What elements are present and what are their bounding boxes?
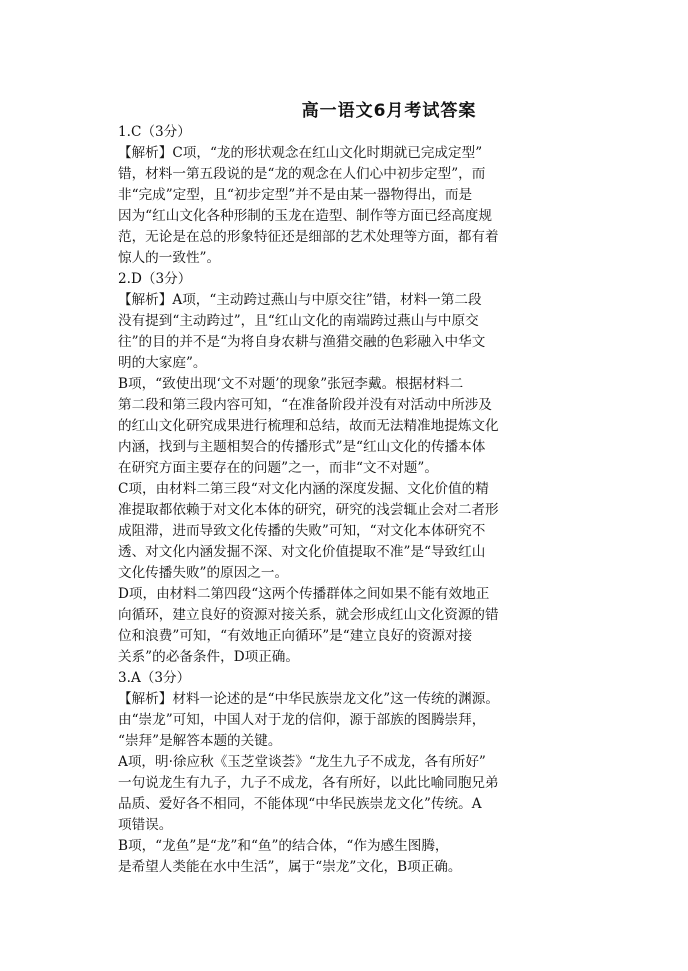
- text-line: C项，由材料二第三段“对文化内涵的深度发掘、文化价值的精: [118, 481, 489, 497]
- text-line: 向循环，建立良好的资源对接关系，就会形成红山文化资源的错: [118, 607, 499, 623]
- text-line: 非“完成”定型，且“初步定型”并不是由某一器物得出，而是: [118, 187, 473, 203]
- text-line: D项，由材料二第四段“这两个传播群体之间如果不能有效地正: [118, 586, 490, 602]
- text-line: 成阻滞，进而导致文化传播的失败”可知，“对文化本体研究不: [118, 523, 486, 539]
- text-line: 第二段和第三段内容可知，“在准备阶段并没有对活动中所涉及: [118, 397, 492, 413]
- answer-body: [118, 122, 580, 878]
- text-line: 1.C（3分）: [118, 124, 191, 140]
- text-line: 【解析】A项，“主动跨过燕山与中原交往”错，材料一第二段: [118, 292, 482, 308]
- text-line: 是希望人类能在水中生活”，属于“崇龙”文化，B项正确。: [118, 859, 462, 875]
- text-line: 由“崇龙”可知，中国人对于龙的信仰，源于部族的图腾崇拜，: [118, 712, 486, 728]
- text-line: 2.D（3分）: [118, 271, 192, 287]
- text-line: 在研究方面主要存在的问题”之一，而非“文不对题”。: [118, 460, 438, 476]
- text-line: 品质、爱好各不相同，不能体现“中华民族崇龙文化”传统。A: [118, 796, 482, 812]
- text-line: A项，明·徐应秋《玉芝堂谈荟》“龙生九子不成龙，各有所好”: [118, 754, 486, 770]
- text-line: B项，“龙鱼”是“龙”和“鱼”的结合体，“作为感生图腾，: [118, 838, 449, 854]
- text-line: 透、对文化内涵发掘不深、对文化价值提取不准”是“导致红山: [118, 544, 486, 560]
- text-line: 错，材料一第五段说的是“龙的观念在人们心中初步定型”，而: [118, 166, 486, 182]
- text-line: 3.A（3分）: [118, 670, 191, 686]
- text-line: 文化传播失败”的原因之一。: [118, 565, 289, 581]
- text-line: 位和浪费”可知，“有效地正向循环”是“建立良好的资源对接: [118, 628, 473, 644]
- text-line: 内涵，找到与主题相契合的传播形式”是“红山文化的传播本体: [118, 439, 486, 455]
- text-line: 范，无论是在总的形象特征还是细部的艺术处理等方面，都有着: [118, 229, 499, 245]
- text-line: 没有提到“主动跨过”，且“红山文化的南端跨过燕山与中原交: [118, 313, 479, 329]
- text-line: 【解析】材料一论述的是“中华民族崇龙文化”这一传统的渊源。: [118, 691, 499, 707]
- text-line: 往”的目的并不是“为将自身农耕与渔猎交融的色彩融入中华文: [118, 334, 486, 350]
- text-line: 一句说龙生有九子，九子不成龙，各有所好，以此比喻同胞兄弟: [118, 775, 499, 791]
- text-line: “崇拜”是解答本题的关键。: [118, 733, 282, 749]
- text-line: 关系”的必备条件，D项正确。: [118, 649, 299, 665]
- text-line: 准提取都依赖于对文化本体的研究，研究的浅尝辄止会对二者形: [118, 502, 499, 518]
- text-line: 【解析】C项，“龙的形状观念在红山文化时期就已完成定型”: [118, 145, 483, 161]
- page-title: 高一语文6月考试答案: [301, 101, 477, 121]
- text-line: 惊人的一致性”。: [118, 250, 221, 266]
- text-line: 的红山文化研究成果进行梳理和总结，故而无法精准地提炼文化: [118, 418, 499, 434]
- text-line: 因为“红山文化各种形制的玉龙在造型、制作等方面已经高度规: [118, 208, 492, 224]
- text-line: 项错误。: [118, 817, 173, 833]
- text-line: 明的大家庭”。: [118, 355, 207, 371]
- text-line: B项，“致使出现‘文不对题’的现象”张冠李戴。根据材料二: [118, 376, 464, 392]
